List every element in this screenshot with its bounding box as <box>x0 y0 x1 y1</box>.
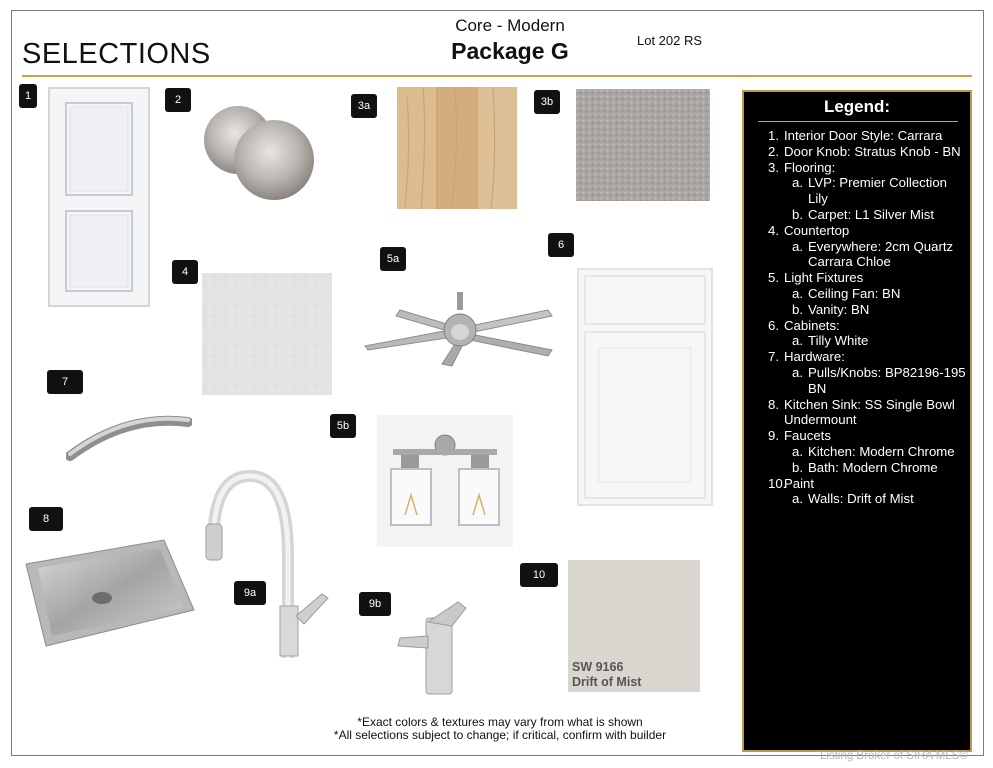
legend-subitem-letter: b. <box>792 206 803 222</box>
legend-item-text: Light Fixtures <box>784 270 864 286</box>
legend-item <box>744 160 970 176</box>
badge-7: 7 <box>47 370 83 394</box>
kitchen-sink-image <box>24 538 196 648</box>
header-divider <box>22 75 972 77</box>
legend-item-number: 10. <box>768 475 787 491</box>
legend-item-text: Countertop <box>784 222 850 238</box>
badge-10: 10 <box>520 563 558 587</box>
legend-item-text: Cabinets: <box>784 317 840 333</box>
legend-item-text: Kitchen Sink: SS Single Bowl Undermount <box>784 396 955 428</box>
legend-item <box>744 349 970 365</box>
legend-item-text: Paint <box>784 475 815 491</box>
legend-subitem-text: Tilly White <box>808 333 869 349</box>
legend-item-number: 5. <box>768 270 779 286</box>
bath-faucet-image <box>394 596 474 696</box>
mls-watermark: Listing Broker of SIRA MLS© <box>820 750 968 762</box>
legend-subitem-text: Bath: Modern Chrome <box>808 459 938 475</box>
legend-subitem-letter: a. <box>792 285 803 301</box>
legend-subitem-letter: a. <box>792 443 803 459</box>
interior-door-image <box>46 85 152 309</box>
package-name: Package G <box>451 38 569 64</box>
carpet-swatch <box>576 89 710 201</box>
badge-3b: 3b <box>534 90 560 114</box>
legend-subitem-letter: a. <box>792 175 803 191</box>
legend-subitem-text: Kitchen: Modern Chrome <box>808 443 955 459</box>
legend-item-text: Faucets <box>784 428 831 444</box>
quartz-countertop-swatch <box>202 273 332 395</box>
vanity-light-image <box>377 415 513 547</box>
paint-code: SW 9166 <box>572 660 624 674</box>
legend-item-number: 4. <box>768 222 779 238</box>
legend-subitem <box>744 365 970 397</box>
kitchen-faucet-image <box>200 466 340 662</box>
legend-subitem-text: Walls: Drift of Mist <box>808 491 914 507</box>
legend-subitem-text: Everywhere: 2cm Quartz Carrara Chloe <box>808 238 954 270</box>
legend-subitem-text: Pulls/Knobs: BP82196-195 BN <box>808 364 966 396</box>
page-title: SELECTIONS <box>22 38 211 70</box>
legend-divider <box>758 121 958 122</box>
legend-item <box>744 223 970 239</box>
badge-9b: 9b <box>359 592 391 616</box>
legend-subitem-text: Vanity: BN <box>808 301 870 317</box>
badge-6: 6 <box>548 233 574 257</box>
door-knob-image <box>200 98 320 206</box>
legend-subitem <box>744 333 970 349</box>
legend-item-text: Door Knob: Stratus Knob - BN <box>784 143 961 159</box>
cabinet-door-image <box>577 268 713 506</box>
badge-1: 1 <box>19 84 37 108</box>
ceiling-fan-image <box>360 288 560 368</box>
legend-item-number: 3. <box>768 159 779 175</box>
legend-item-number: 9. <box>768 428 779 444</box>
disclaimer-line-2: *All selections subject to change; if critical, confirm with builder <box>333 728 667 742</box>
legend-subitem-text: LVP: Premier Collection Lily <box>808 175 948 207</box>
footer-disclaimer <box>250 716 750 742</box>
badge-5a: 5a <box>380 247 406 271</box>
legend-item <box>744 428 970 444</box>
badge-3a: 3a <box>351 94 377 118</box>
paint-name: Drift of Mist <box>572 675 642 689</box>
legend-subitem <box>744 239 970 271</box>
legend-subitem <box>744 175 970 207</box>
legend-item <box>744 128 970 144</box>
legend-item-text: Hardware: <box>784 349 845 365</box>
legend-item <box>744 270 970 286</box>
paint-swatch-label <box>572 660 641 690</box>
legend-panel <box>742 90 972 752</box>
legend-item-number: 2. <box>768 143 779 159</box>
legend-subitem-letter: a. <box>792 364 803 380</box>
legend-subitem <box>744 491 970 507</box>
collection-subtitle: Core - Modern <box>455 16 565 35</box>
legend-subitem-letter: a. <box>792 333 803 349</box>
legend-subitem-letter: b. <box>792 459 803 475</box>
legend-item-number: 7. <box>768 349 779 365</box>
legend-item <box>744 144 970 160</box>
legend-item <box>744 476 970 492</box>
legend-subitem <box>744 460 970 476</box>
legend-item-text: Flooring: <box>784 159 836 175</box>
badge-2: 2 <box>165 88 191 112</box>
legend-subitem-letter: a. <box>792 238 803 254</box>
legend-subitem-letter: a. <box>792 491 803 507</box>
badge-4: 4 <box>172 260 198 284</box>
legend-item-number: 1. <box>768 128 779 143</box>
lvp-flooring-swatch <box>397 87 517 209</box>
legend-subitem <box>744 302 970 318</box>
legend-subitem <box>744 444 970 460</box>
legend-item <box>744 397 970 429</box>
cabinet-pull-image <box>66 412 192 464</box>
legend-item-number: 6. <box>768 317 779 333</box>
badge-8: 8 <box>29 507 63 531</box>
legend-subitem <box>744 207 970 223</box>
lot-label: Lot 202 RS <box>637 33 703 48</box>
badge-5b: 5b <box>330 414 356 438</box>
legend-item <box>744 318 970 334</box>
legend-item-number: 8. <box>768 396 779 412</box>
legend-subitem-text: Carpet: L1 Silver Mist <box>808 206 935 222</box>
legend-item-text: Interior Door Style: Carrara <box>784 128 943 143</box>
disclaimer-line-1: *Exact colors & textures may vary from what is shown <box>357 715 643 729</box>
legend-subitem-text: Ceiling Fan: BN <box>808 285 901 301</box>
legend-title: Legend: <box>823 97 891 116</box>
legend-subitem <box>744 286 970 302</box>
badge-9a: 9a <box>234 581 266 605</box>
legend-subitem-letter: b. <box>792 301 803 317</box>
legend-list <box>744 128 970 507</box>
